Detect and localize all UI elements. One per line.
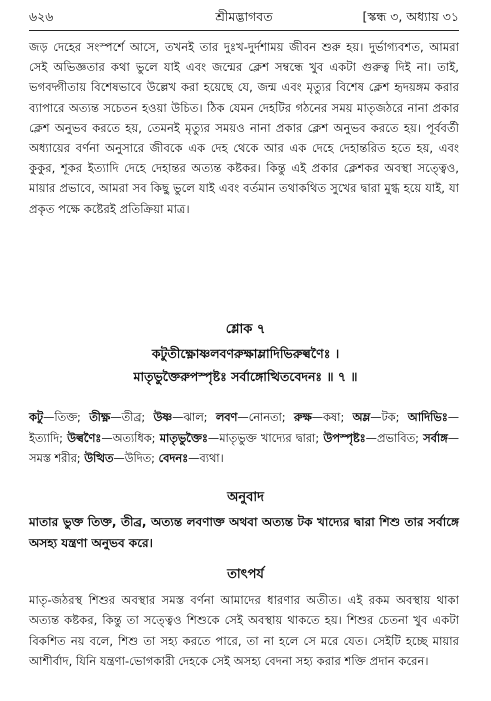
synonym-meaning: প্রভাবিত [376,431,416,445]
synonym-word: কটু [29,411,44,424]
synonym-word: আদিভিঃ [407,411,448,424]
synonym-word: লবণ [215,411,238,424]
synonym-separator: ; [203,411,216,424]
synonym-meaning: কষা [323,411,341,424]
verse-line-1: কটুতীক্ষ্ণোষ্ণলবণরুক্ষাম্লাদিভিরুল্বণৈঃ । [151,346,340,361]
book-title: শ্রীমদ্ভাগবত [215,9,273,24]
synonym-meaning: সমস্ত শরীর [29,452,77,465]
synonym-separator: ; [59,431,68,445]
synonym-word: উষ্ণ [153,411,173,424]
header-divider [29,30,459,31]
synonym-entry: অম্ল—টক; [352,411,408,424]
synonym-word: রুক্ষ [293,411,312,424]
synonym-word: মাতৃভুক্তৈঃ [159,431,208,445]
verse-line-2: মাতৃভুক্তৈরুপস্পৃষ্টঃ সর্বাঙ্গোত্থিতবেদনঃ ॥ ৭ ॥ [133,369,358,384]
synonym-word: সর্বাঙ্গ [423,431,448,445]
synonym-entry: আদিভিঃ—ইত্যাদি; [29,411,460,445]
page-number: ৬২৬ [29,9,54,24]
word-meanings [29,408,459,470]
synonym-entry: উপস্পৃষ্টঃ—প্রভাবিত; [323,431,424,445]
synonym-meaning: ইত্যাদি [29,431,60,445]
sloka-heading: শ্লোক ৭ [225,322,266,337]
synonym-word: উল্বণৈঃ [67,431,102,445]
section-reference: [স্কন্ধ ৩, অধ্যায় ৩১ [362,9,459,24]
translation-heading: অনুবাদ [227,490,264,505]
synonym-meaning: টক [381,411,396,424]
synonym-entry: মাতৃভুক্তৈঃ—মাতৃভুক্ত খাদ্যের দ্বারা; [159,431,324,445]
synonym-word: অম্ল [352,411,371,424]
synonym-separator: ; [141,411,154,424]
synonym-separator: ; [77,411,90,424]
synonym-word: বেদনঃ [158,452,189,465]
synonym-entry: রুক্ষ—কষা; [293,411,353,424]
synonym-word: উত্থিত [84,452,114,465]
synonym-entry: কটু—তিক্ত; [29,411,90,424]
synonym-separator: ; [395,411,408,424]
synonym-entry: উষ্ণ—ঝাল; [153,411,216,424]
synonym-meaning: তিক্ত [54,411,78,424]
synonym-meaning: মাতৃভুক্ত খাদ্যের দ্বারা [219,431,316,445]
synonym-meaning: ঝাল [183,411,204,424]
synonym-separator: ; [151,452,159,465]
synonym-separator: ; [315,431,324,445]
synonym-meaning: তীব্র [121,411,142,424]
synonym-word: উপস্পৃষ্টঃ [323,431,366,445]
body-paragraph: জড় দেহের সংস্পর্শে আসে, তখনই তার দুঃখ-দুর্দশাময় জীবন শুরু হয়। দুর্ভাগ্যবশত, আমরা সেই অভিজ্ঞতার কথা ভুলে যাই এবং জন্মের ক্লেশ সম্বন্ধে খুব একটা গুরুত্ব দিই না। তাই, ভগবদ্গীতায় বিশেষভাবে উল্লেখ করা হয়েছে যে, জন্ম এবং মৃত্যুর বিশেষ ক্লেশ হৃদয়ঙ্গম করার ব্যাপারে অত্যন্ত সচেতন হওয়া উচিত। ঠিক যেমন দেহটির গঠনের সময় মাতৃজঠরে নানা প্রকার ক্লেশ অনুভব করতে হয়, তেমনই মৃত্যুর সময়ও নানা প্রকার ক্লেশ অনুভব করতে হয়। পূর্ববর্তী অধ্যায়ের বর্ণনা অনুসারে জীবকে এক দেহ থেকে আর এক দেহে দেহান্তরিত হতে হয়, এবং কুকুর, শূকর ইত্যাদি দেহে দেহান্তর অত্যন্ত কষ্টকর। কিন্তু এই প্রকার ক্লেশকর অবস্থা সত্ত্বেও, মায়ার প্রভাবে, আমরা সব কিছু ভুলে যাই এবং বর্তমান তথাকথিত সুখের দ্বারা মুগ্ধ হয়ে যাই, যা প্রকৃত পক্ষে কষ্টেরই প্রতিক্রিয়া মাত্র। [29,40,459,216]
synonym-separator: ; [415,431,424,445]
translation-text: মাতার ভুক্ত তিক্ত, তীব্র, অত্যন্ত লবণাক্ত অথবা অত্যন্ত টক খাদ্যের দ্বারা শিশু তার সর্বাঙ্গে অসহ্য যন্ত্রণা অনুভব করে। [29,515,459,550]
synonym-entry: লবণ—নোনতা; [215,411,294,424]
page-header [29,9,459,31]
synonym-separator: ; [76,452,85,465]
synonym-separator: । [219,452,224,465]
synonym-entry: উত্থিত—উদিত; [84,452,159,465]
purport-heading: তাৎপর্য [227,567,264,582]
synonym-entry: সর্বাঙ্গ—সমস্ত শরীর; [29,431,459,465]
synonym-meaning: ব্যথা [199,452,220,465]
synonym-word: তীক্ষ্ণ [89,411,111,424]
synonym-separator: ; [281,411,294,424]
purport-text: মাতৃ-জঠরস্থ শিশুর অবস্থার সমস্ত বর্ণনা আমাদের ধারণার অতীত। এই রকম অবস্থায় থাকা অত্যন্ত কষ্টকর, কিন্তু তা সত্ত্বেও শিশুকে সেই অবস্থায় থাকতে হয়। শিশুর চেতনা খুব একটা বিকশিত নয় বলে, শিশু তা সহ্য করতে পারে, তা না হলে সে মরে যেত। সেইটি হচ্ছে মায়ার আশীর্বাদ, যিনি যন্ত্রণা-ভোগকারী দেহকে সেই অসহ্য বেদনা সহ্য করার শক্তি প্রদান করেন। [29,593,459,668]
synonym-entry: বেদনঃ—ব্যথা। [158,452,224,465]
synonym-entry: তীক্ষ্ণ—তীব্র; [89,411,154,424]
synonym-meaning: নোনতা [248,411,282,424]
synonym-separator: ; [340,411,353,424]
synonym-meaning: উদিত [124,452,152,465]
sloka-verse [20,342,471,388]
synonym-meaning: অত্যধিক [112,431,152,445]
synonym-separator: ; [151,431,160,445]
synonym-entry: উল্বণৈঃ—অত্যধিক; [67,431,160,445]
